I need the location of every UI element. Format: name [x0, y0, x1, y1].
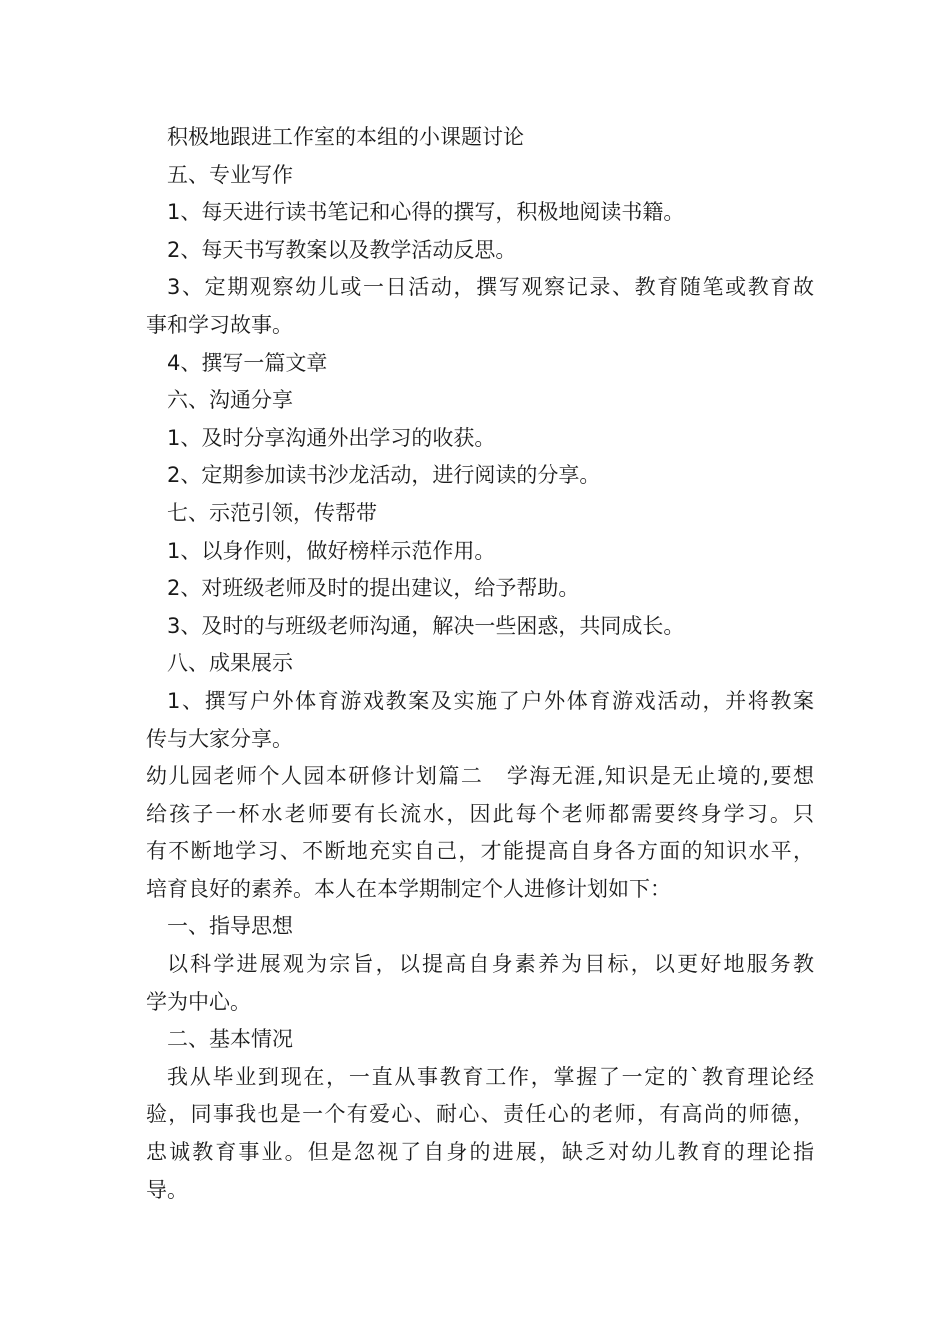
text-line: 传与大家分享。: [146, 726, 293, 751]
text-line: 2、定期参加读书沙龙活动，进行阅读的分享。: [167, 463, 601, 488]
text-line: 二、基本情况: [167, 1027, 293, 1052]
text-line: 八、成果展示: [167, 651, 293, 676]
text-line: 1、每天进行读书笔记和心得的撰写，积极地阅读书籍。: [167, 200, 685, 225]
document-body: [146, 119, 814, 1209]
text-line: 3、定期观察幼儿或一日活动，撰写观察记录、教育随笔或教育故: [167, 275, 814, 300]
text-line: 一、指导思想: [167, 914, 293, 939]
text-line: 2、对班级老师及时的提出建议，给予帮助。: [167, 576, 580, 601]
text-line: 以科学进展观为宗旨，以提高自身素养为目标，以更好地服务教: [167, 952, 814, 977]
section-first-line: 学海无涯,知识是无止境的,要想: [505, 764, 814, 789]
text-line: 1、以身作则，做好榜样示范作用。: [167, 538, 496, 563]
text-line: 学为中心。: [146, 989, 251, 1014]
text-line: 给孩子一杯水老师要有长流水，因此每个老师都需要终身学习。只: [146, 801, 814, 826]
text-line: 事和学习故事。: [146, 312, 293, 337]
text-line: 验，同事我也是一个有爱心、耐心、责任心的老师，有高尚的师德，: [146, 1102, 814, 1127]
text-line: 2、每天书写教案以及教学活动反思。: [167, 237, 517, 262]
text-line: 4、撰写一篇文章: [167, 350, 328, 375]
text-line: 1、及时分享沟通外出学习的收获。: [167, 425, 496, 450]
text-line: 导。: [146, 1177, 188, 1202]
text-line: 五、专业写作: [167, 162, 293, 187]
text-line: 六、沟通分享: [167, 388, 293, 413]
paragraph-block-2: [146, 796, 814, 1210]
paragraph-block-1: [146, 119, 814, 758]
text-line: 我从毕业到现在，一直从事教育工作，掌握了一定的`教育理论经: [167, 1064, 814, 1089]
section-heading-line: [146, 758, 814, 796]
text-line: 积极地跟进工作室的本组的小课题讨论: [167, 125, 524, 149]
section-title: 幼儿园老师个人园本研修计划篇二: [146, 764, 484, 789]
text-line: 忠诚教育事业。但是忽视了自身的进展，缺乏对幼儿教育的理论指: [146, 1140, 814, 1165]
text-line: 培育良好的素养。本人在本学期制定个人进修计划如下：: [146, 876, 671, 901]
text-line: 3、及时的与班级老师沟通，解决一些困惑，共同成长。: [167, 613, 685, 638]
text-line: 有不断地学习、不断地充实自己，才能提高自身各方面的知识水平，: [146, 839, 814, 864]
text-line: 七、示范引领，传帮带: [167, 500, 377, 525]
text-line: 1、撰写户外体育游戏教案及实施了户外体育游戏活动，并将教案: [167, 688, 814, 713]
